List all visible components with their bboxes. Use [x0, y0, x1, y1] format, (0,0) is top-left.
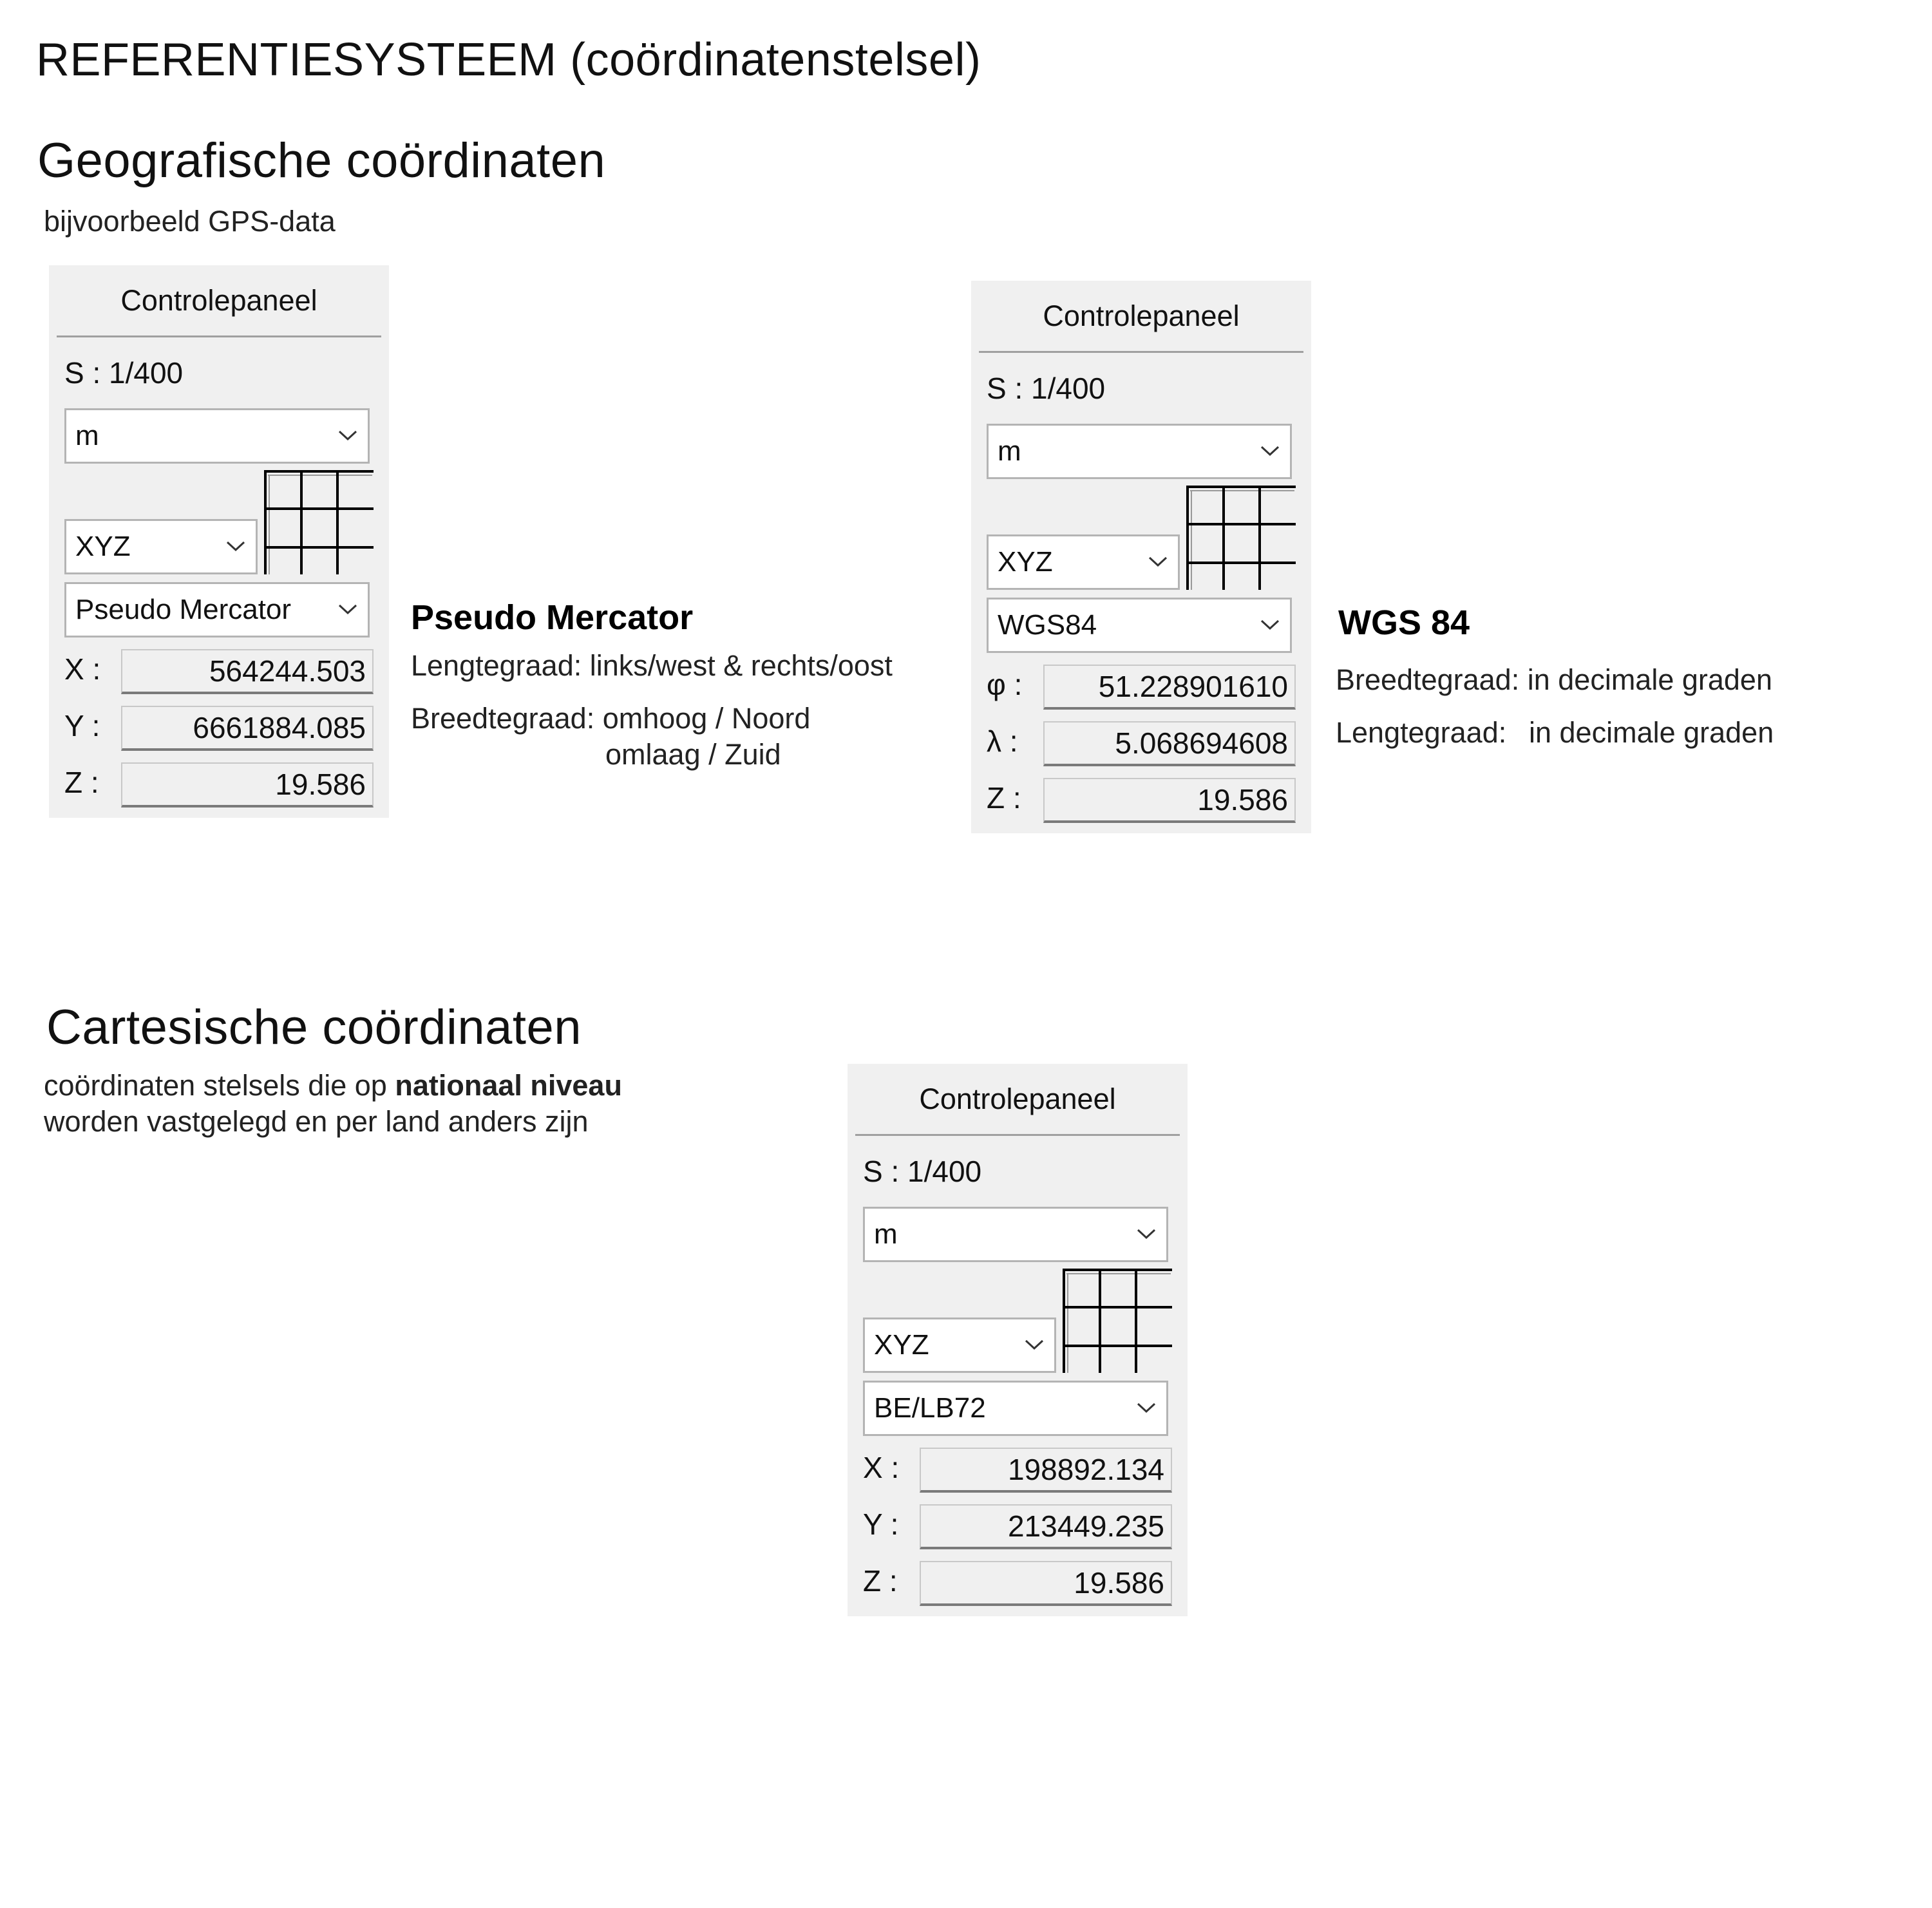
mercator-note-line2: Breedtegraad: omhoog / Noord [411, 702, 811, 735]
x-label: X : [863, 1451, 900, 1484]
unit-dropdown-value: m [874, 1218, 898, 1250]
panel-title: Controlepaneel [919, 1082, 1116, 1115]
chevron-down-icon [1148, 556, 1168, 567]
control-panel-pseudo-mercator [49, 265, 389, 818]
unit-dropdown-value: m [998, 435, 1021, 467]
chevron-down-icon [1137, 1228, 1156, 1240]
z-field[interactable]: 19.586 [121, 762, 374, 808]
mode-dropdown-value: XYZ [874, 1329, 929, 1361]
mercator-note-line1: Lengtegraad: links/west & rechts/oost [411, 649, 893, 682]
geographic-heading: Geografische coördinaten [37, 133, 606, 188]
cartesian-desc-normal: coördinaten stelsels die op [44, 1069, 395, 1102]
panel-title: Controlepaneel [120, 284, 317, 317]
wgs84-latitude-label: Breedtegraad: [1336, 663, 1520, 696]
unit-dropdown[interactable] [987, 424, 1292, 479]
crs-dropdown-value: BE/LB72 [874, 1392, 986, 1424]
y-field[interactable]: 6661884.085 [121, 706, 374, 751]
unit-dropdown[interactable] [863, 1207, 1168, 1262]
y-label: Y : [64, 709, 100, 742]
chevron-down-icon [338, 430, 357, 441]
mercator-note-line3: omlaag / Zuid [605, 738, 781, 771]
page-title: REFERENTIESYSTEEM (coördinatenstelsel) [36, 34, 981, 86]
control-panel-be-lb72 [848, 1064, 1188, 1616]
cartesian-desc-line2: worden vastgelegd en per land anders zijn [44, 1105, 589, 1138]
chevron-down-icon [1260, 619, 1280, 630]
panel-title: Controlepaneel [1043, 299, 1240, 332]
mercator-note-title: Pseudo Mercator [411, 598, 694, 637]
wgs84-note-title: WGS 84 [1338, 603, 1470, 642]
wgs84-note-line1 [1336, 663, 1772, 697]
phi-field[interactable]: 51.228901610 [1043, 665, 1296, 710]
wgs84-longitude-label: Lengtegraad: [1336, 716, 1507, 749]
chevron-down-icon [226, 540, 245, 552]
grid-icon[interactable] [264, 470, 374, 574]
scale-label: S : 1/400 [863, 1155, 982, 1188]
y-label: Y : [863, 1507, 899, 1541]
x-label: X : [64, 652, 101, 686]
panel-divider [57, 335, 381, 337]
phi-label: φ : [987, 668, 1023, 701]
y-field[interactable]: 213449.235 [920, 1504, 1172, 1549]
crs-dropdown-value: Pseudo Mercator [75, 594, 292, 625]
chevron-down-icon [1137, 1402, 1156, 1413]
cartesian-desc-line1 [44, 1069, 622, 1102]
wgs84-note-line2 [1336, 716, 1774, 750]
cartesian-heading: Cartesische coördinaten [46, 1000, 582, 1055]
chevron-down-icon [338, 603, 357, 615]
grid-icon[interactable] [1063, 1269, 1172, 1373]
panel-divider [979, 351, 1303, 353]
cartesian-desc-bold: nationaal niveau [395, 1069, 622, 1102]
wgs84-latitude-value: in decimale graden [1527, 663, 1772, 696]
crs-dropdown-value: WGS84 [998, 609, 1097, 641]
x-field[interactable]: 564244.503 [121, 649, 374, 694]
grid-icon[interactable] [1186, 486, 1296, 590]
z-field[interactable]: 19.586 [920, 1561, 1172, 1606]
z-label: Z : [64, 766, 99, 799]
wgs84-longitude-value: in decimale graden [1529, 716, 1774, 749]
scale-label: S : 1/400 [64, 356, 184, 390]
lambda-field[interactable]: 5.068694608 [1043, 721, 1296, 766]
z-field[interactable]: 19.586 [1043, 778, 1296, 823]
chevron-down-icon [1025, 1339, 1044, 1350]
x-field[interactable]: 198892.134 [920, 1448, 1172, 1493]
chevron-down-icon [1260, 445, 1280, 457]
control-panel-wgs84 [971, 281, 1311, 833]
scale-label: S : 1/400 [987, 372, 1106, 405]
mode-dropdown[interactable] [64, 519, 258, 574]
mode-dropdown-value: XYZ [998, 546, 1053, 578]
unit-dropdown[interactable] [64, 408, 370, 464]
crs-dropdown[interactable] [863, 1381, 1168, 1436]
panel-divider [855, 1134, 1180, 1136]
crs-dropdown[interactable] [64, 582, 370, 638]
geographic-subtitle: bijvoorbeeld GPS-data [44, 205, 336, 238]
z-label: Z : [863, 1564, 898, 1598]
unit-dropdown-value: m [75, 420, 99, 451]
mode-dropdown[interactable] [863, 1318, 1056, 1373]
crs-dropdown[interactable] [987, 598, 1292, 653]
z-label: Z : [987, 781, 1021, 815]
mode-dropdown[interactable] [987, 534, 1180, 590]
mode-dropdown-value: XYZ [75, 531, 131, 562]
lambda-label: λ : [987, 724, 1018, 758]
